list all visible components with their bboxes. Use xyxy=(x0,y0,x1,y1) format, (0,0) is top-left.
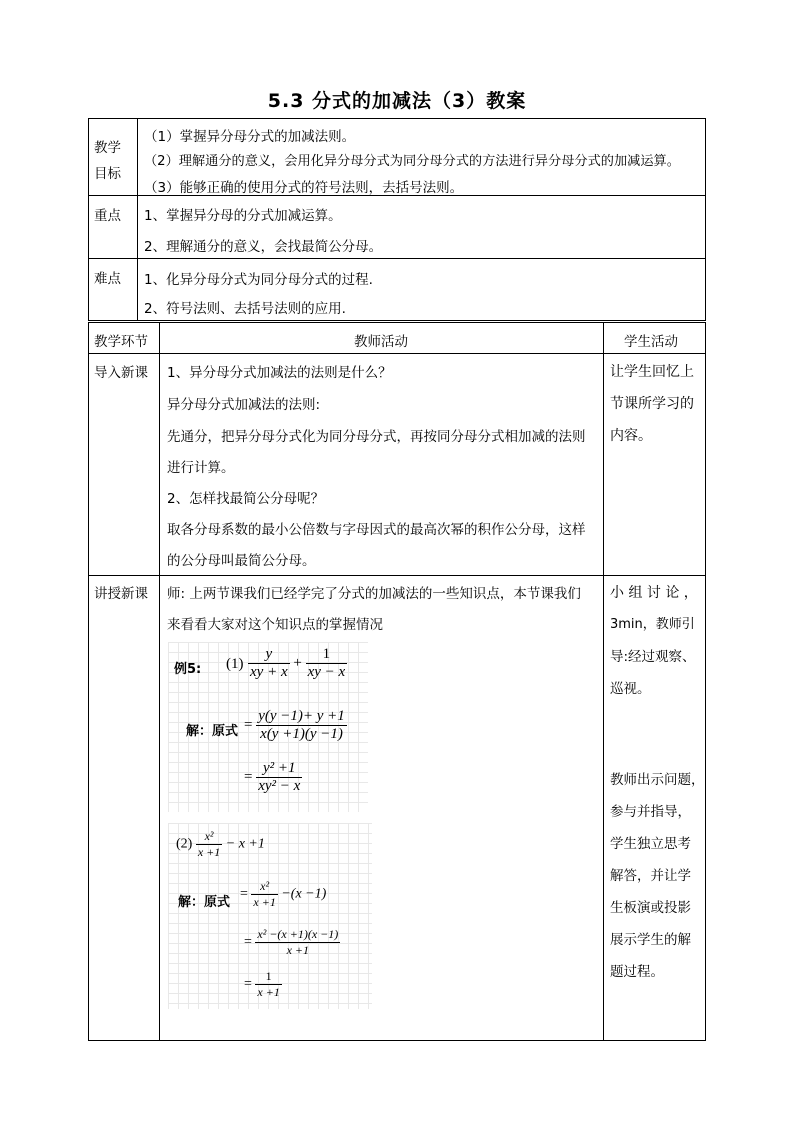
fraction-denominator: xy − x xyxy=(307,664,346,680)
divider xyxy=(88,575,706,576)
example-label: 例5: xyxy=(174,662,202,677)
fraction-numerator: y xyxy=(248,646,290,664)
example-5-part-1-image xyxy=(168,642,368,812)
key-points-label: 重点 xyxy=(94,208,121,224)
fraction-denominator: x +1 xyxy=(197,845,221,859)
student-line: 生板演或投影 xyxy=(610,900,691,916)
objectives-label: 目标 xyxy=(94,166,121,182)
student-line: 内容。 xyxy=(610,428,652,444)
key-point-item: 2、理解通分的意义，会找最简公分母。 xyxy=(144,239,383,255)
solution-step-3 xyxy=(244,969,282,1000)
solution-step-1 xyxy=(240,879,326,910)
teacher-line: 取各分母系数的最小公倍数与字母因式的最高次幂的积作公分母，这样 xyxy=(167,522,586,538)
student-line: 教师出示问题， xyxy=(610,772,705,788)
divider xyxy=(137,118,138,321)
teacher-line: 进行计算。 xyxy=(167,460,235,476)
expression-1 xyxy=(248,646,347,681)
teacher-line: 1、异分母分式加减法的法则是什么？ xyxy=(167,365,392,381)
student-line: 解答，并让学 xyxy=(610,868,691,884)
fraction-denominator: xy² − x xyxy=(258,778,301,794)
objective-item: （3）能够正确的使用分式的符号法则，去括号法则。 xyxy=(144,180,464,196)
teacher-line: 的公分母叫最简公分母。 xyxy=(167,553,316,569)
stage-lecture: 讲授新课 xyxy=(94,586,148,602)
student-line: 3min，教师引 xyxy=(610,617,695,632)
expression-tail: − x +1 xyxy=(225,836,265,852)
solution-step-1 xyxy=(244,708,347,743)
header-stage: 教学环节 xyxy=(94,334,148,350)
student-line: 题过程。 xyxy=(610,964,664,980)
fraction-numerator: x² xyxy=(196,829,222,845)
objective-item: （2）理解通分的意义，会用化异分母分式为同分母分式的方法进行异分母分式的加减运算。 xyxy=(144,154,680,169)
solution-label: 解：原式 xyxy=(186,724,239,739)
teacher-line: 先通分，把异分母分式化为同分母分式，再按同分母分式相加减的法则 xyxy=(167,429,586,445)
fraction-numerator: 1 xyxy=(306,646,348,664)
fraction-numerator: 1 xyxy=(255,969,281,985)
student-line: 导:经过观察、 xyxy=(610,649,696,665)
fraction-denominator: x +1 xyxy=(257,985,280,999)
expression-tail: −(x −1) xyxy=(281,886,327,902)
solution-step-2 xyxy=(244,927,340,958)
equals-sign: = xyxy=(240,886,248,902)
divider xyxy=(159,322,160,1041)
equals-sign: = xyxy=(244,768,253,785)
part-number: (2) xyxy=(176,836,193,852)
teacher-line: 师: 上两节课我们已经学完了分式的加减法的一些知识点，本节课我们 xyxy=(167,586,581,602)
student-line: 节课所学习的 xyxy=(610,396,694,412)
header-student: 学生活动 xyxy=(624,334,678,350)
fraction-denominator: x +1 xyxy=(286,943,310,957)
expression-2 xyxy=(176,829,265,860)
solution-step-2 xyxy=(244,760,302,795)
student-line: 让学生回忆上 xyxy=(610,364,694,380)
fraction-numerator: x² −(x +1)(x −1) xyxy=(257,927,339,941)
teacher-line: 2、怎样找最简公分母呢？ xyxy=(167,491,325,507)
student-line: 学生独立思考 xyxy=(610,836,691,852)
equals-sign: = xyxy=(244,716,253,733)
equals-sign: = xyxy=(244,934,252,950)
student-line: 展示学生的解 xyxy=(610,932,691,948)
difficulty-item: 2、符号法则、去括号法则的应用. xyxy=(144,301,346,317)
fraction-denominator: xy + x xyxy=(250,664,288,680)
key-point-item: 1、掌握异分母的分式加减运算。 xyxy=(144,208,342,224)
fraction-numerator: x² xyxy=(251,879,277,895)
divider xyxy=(88,258,706,259)
difficulties-label: 难点 xyxy=(94,271,121,287)
page-title: 5.3 分式的加减法（3）教案 xyxy=(267,90,527,112)
divider xyxy=(603,322,604,1041)
fraction-denominator: x(y +1)(y −1) xyxy=(260,726,343,742)
objective-item: （1）掌握异分母分式的加减法则。 xyxy=(144,129,356,145)
fraction-numerator: y² +1 xyxy=(256,760,302,778)
teacher-line: 来看看大家对这个知识点的掌握情况 xyxy=(167,617,383,633)
equals-sign: = xyxy=(244,976,252,992)
solution-label: 解：原式 xyxy=(178,895,231,910)
student-line: 参与并指导， xyxy=(610,804,691,820)
fraction-denominator: x +1 xyxy=(253,895,276,909)
difficulty-item: 1、化异分母分式为同分母分式的过程. xyxy=(144,272,373,288)
stage-intro: 导入新课 xyxy=(94,365,148,381)
header-teacher: 教师活动 xyxy=(354,334,408,350)
student-line: 巡视。 xyxy=(610,681,651,697)
example-5-part-2-image xyxy=(168,823,372,1009)
plus-sign: + xyxy=(293,654,302,671)
teacher-line: 异分母分式加减法的法则: xyxy=(167,397,321,413)
student-line: 小 组 讨 论 ， xyxy=(610,585,698,601)
part-number: (1) xyxy=(226,656,244,672)
objectives-label: 教学 xyxy=(94,140,121,156)
fraction-numerator: y(y −1)+ y +1 xyxy=(258,708,345,724)
divider xyxy=(88,353,706,354)
